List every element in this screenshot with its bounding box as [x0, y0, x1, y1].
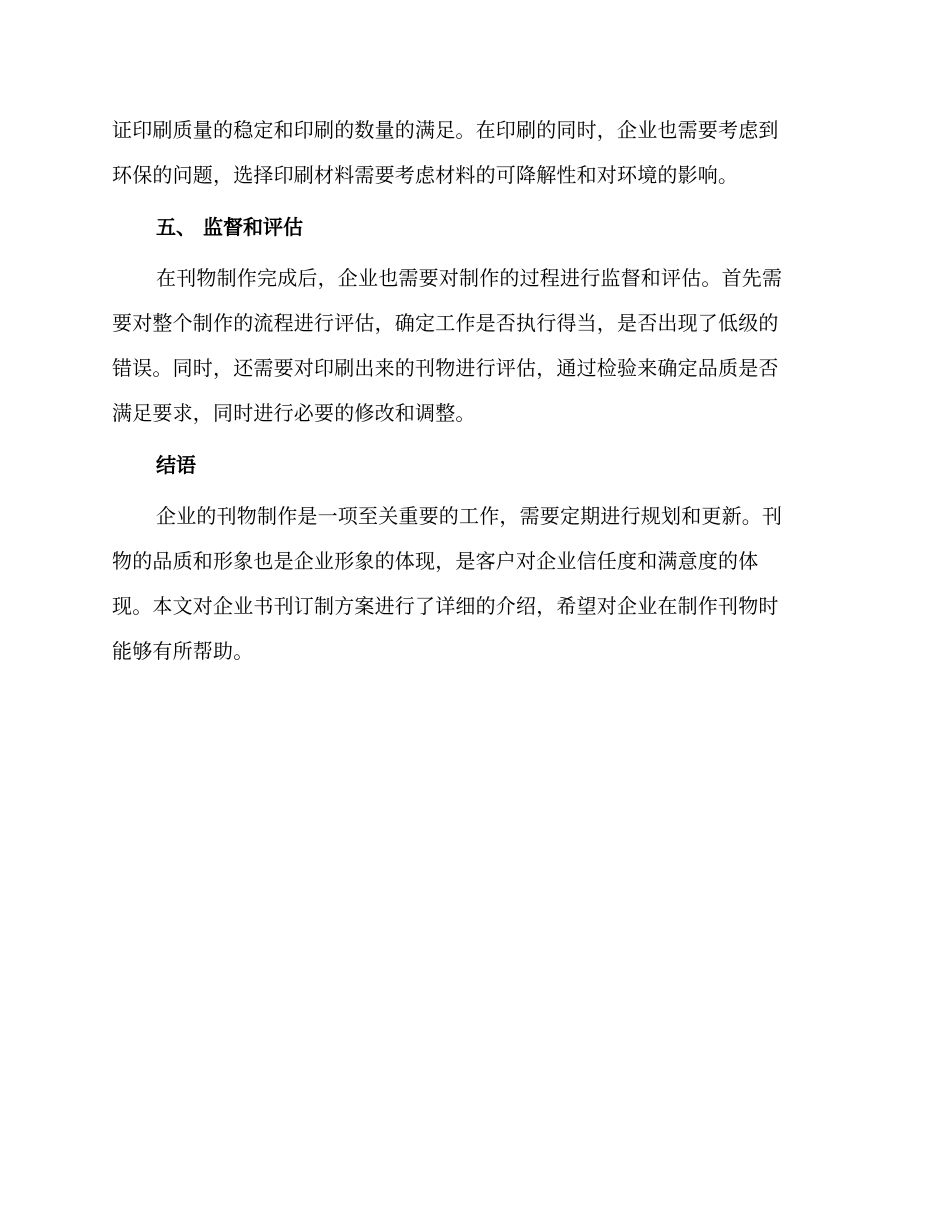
paragraph-line: 物的品质和形象也是企业形象的体现，是客户对企业信任度和满意度的体	[112, 549, 759, 573]
paragraph-line: 能够有所帮助。	[112, 639, 254, 663]
paragraph-line: 满足要求，同时进行必要的修改和调整。	[112, 401, 476, 425]
paragraph-line: 证印刷质量的稳定和印刷的数量的满足。在印刷的同时，企业也需要考虑到	[112, 118, 779, 142]
continuation-paragraph	[112, 108, 832, 198]
paragraph-line: 在刊物制作完成后，企业也需要对制作的过程进行监督和评估。首先需	[156, 266, 783, 290]
section-heading-conclusion: 结语	[156, 453, 196, 477]
paragraph-line: 现。本文对企业书刊订制方案进行了详细的介绍，希望对企业在制作刊物时	[112, 594, 779, 618]
document-body	[112, 108, 832, 674]
paragraph-line: 错误。同时，还需要对印刷出来的刊物进行评估，通过检验来确定品质是否	[112, 356, 779, 380]
paragraph-line: 环保的问题，选择印刷材料需要考虑材料的可降解性和对环境的影响。	[112, 163, 739, 187]
supervision-paragraph	[112, 256, 832, 436]
section-heading-supervision: 五、 监督和评估	[156, 215, 303, 239]
conclusion-paragraph	[112, 494, 832, 674]
paragraph-line: 要对整个制作的流程进行评估，确定工作是否执行得当，是否出现了低级的	[112, 311, 779, 335]
paragraph-line: 企业的刊物制作是一项至关重要的工作，需要定期进行规划和更新。刊	[156, 504, 783, 528]
